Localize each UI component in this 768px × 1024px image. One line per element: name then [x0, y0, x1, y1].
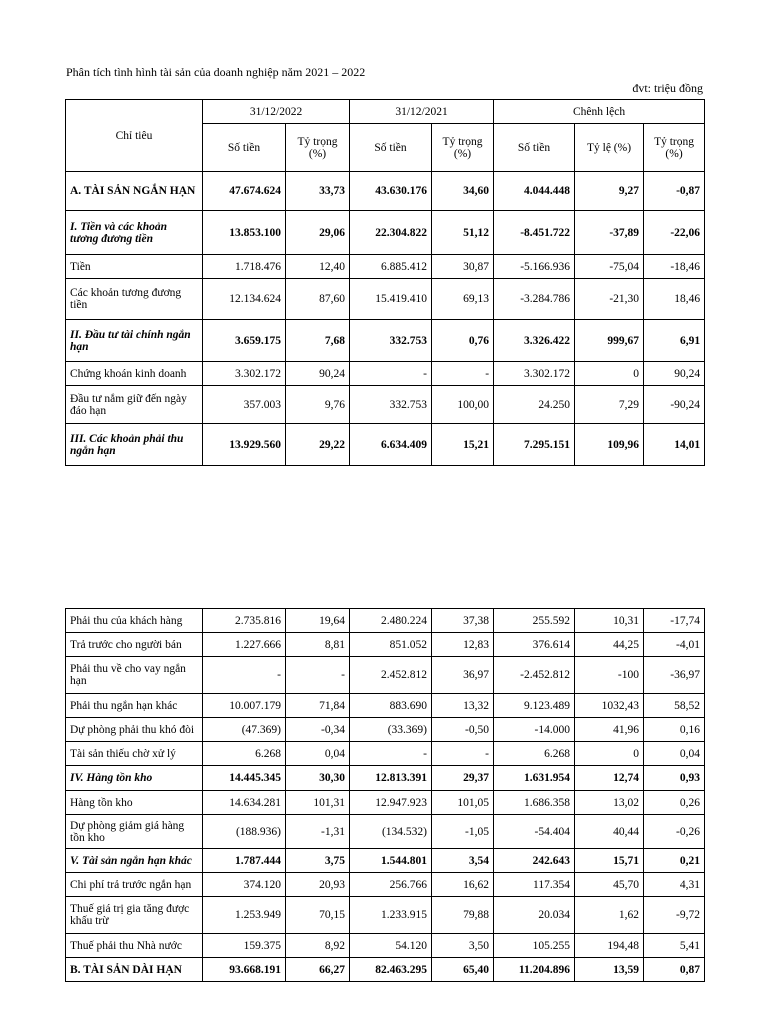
cell-value: 12.813.391 — [350, 766, 432, 791]
table-row — [66, 255, 705, 279]
table-row — [66, 279, 705, 320]
table-row — [66, 742, 705, 766]
row-label: A. TÀI SẢN NGẮN HẠN — [66, 172, 203, 211]
cell-value: 8,81 — [286, 633, 350, 657]
table-row — [66, 694, 705, 718]
header-2022: 31/12/2022 — [203, 100, 350, 124]
cell-value: 1.253.949 — [203, 897, 286, 934]
cell-value: 11.204.896 — [494, 958, 575, 982]
row-label: Chi phí trả trước ngắn hạn — [66, 873, 203, 897]
table-row — [66, 958, 705, 982]
cell-value: 357.003 — [203, 386, 286, 424]
cell-value: - — [350, 742, 432, 766]
cell-value: 9,76 — [286, 386, 350, 424]
cell-value: 54.120 — [350, 934, 432, 958]
cell-value: (188.936) — [203, 815, 286, 849]
table-row — [66, 897, 705, 934]
cell-value: 3.326.422 — [494, 320, 575, 362]
cell-value: -18,46 — [644, 255, 705, 279]
cell-value: 19,64 — [286, 609, 350, 633]
cell-value: 66,27 — [286, 958, 350, 982]
cell-value: -9,72 — [644, 897, 705, 934]
cell-value: 29,06 — [286, 211, 350, 255]
cell-value: 33,73 — [286, 172, 350, 211]
cell-value: (33.369) — [350, 718, 432, 742]
cell-value: 0 — [575, 362, 644, 386]
cell-value: 47.674.624 — [203, 172, 286, 211]
cell-value: 0,93 — [644, 766, 705, 791]
cell-value: 1,62 — [575, 897, 644, 934]
cell-value: 29,37 — [432, 766, 494, 791]
cell-value: 87,60 — [286, 279, 350, 320]
cell-value: 1.544.801 — [350, 849, 432, 873]
cell-value: 0 — [575, 742, 644, 766]
row-label: Thuế phải thu Nhà nước — [66, 934, 203, 958]
cell-value: 6.885.412 — [350, 255, 432, 279]
cell-value: 6.268 — [494, 742, 575, 766]
cell-value: 4.044.448 — [494, 172, 575, 211]
row-label: III. Các khoản phải thu ngắn hạn — [66, 424, 203, 466]
cell-value: 18,46 — [644, 279, 705, 320]
table-row — [66, 320, 705, 362]
cell-value: 0,04 — [644, 742, 705, 766]
table-row — [66, 766, 705, 791]
cell-value: 10.007.179 — [203, 694, 286, 718]
cell-value: -0,87 — [644, 172, 705, 211]
cell-value: -1,31 — [286, 815, 350, 849]
cell-value: -3.284.786 — [494, 279, 575, 320]
cell-value: 40,44 — [575, 815, 644, 849]
cell-value: 1.233.915 — [350, 897, 432, 934]
header-chenh-lech: Chênh lệch — [494, 100, 705, 124]
cell-value: -54.404 — [494, 815, 575, 849]
page-title: Phân tích tình hình tài sản của doanh nghiệp năm 2021 – 2022 — [66, 65, 366, 79]
table-row — [66, 791, 705, 815]
cell-value: 3.659.175 — [203, 320, 286, 362]
cell-value: -0,26 — [644, 815, 705, 849]
cell-value: 374.120 — [203, 873, 286, 897]
cell-value: 0,04 — [286, 742, 350, 766]
cell-value: 0,16 — [644, 718, 705, 742]
cell-value: 10,31 — [575, 609, 644, 633]
cell-value: 20,93 — [286, 873, 350, 897]
table-row — [66, 424, 705, 466]
cell-value: 13.929.560 — [203, 424, 286, 466]
header-ty-le: Tỷ lệ (%) — [575, 124, 644, 172]
header-ty-trong: Tỷ trọng (%) — [286, 124, 350, 172]
row-label: B. TÀI SẢN DÀI HẠN — [66, 958, 203, 982]
cell-value: 0,21 — [644, 849, 705, 873]
cell-value: -8.451.722 — [494, 211, 575, 255]
cell-value: 883.690 — [350, 694, 432, 718]
cell-value: 29,22 — [286, 424, 350, 466]
table-row — [66, 934, 705, 958]
cell-value: (47.369) — [203, 718, 286, 742]
row-label: II. Đầu tư tài chính ngắn hạn — [66, 320, 203, 362]
header-so-tien: Số tiền — [494, 124, 575, 172]
cell-value: 4,31 — [644, 873, 705, 897]
cell-value: 7,68 — [286, 320, 350, 362]
header-ty-trong: Tỷ trọng (%) — [644, 124, 705, 172]
cell-value: 1032,43 — [575, 694, 644, 718]
cell-value: 100,00 — [432, 386, 494, 424]
cell-value: 14.445.345 — [203, 766, 286, 791]
table-row — [66, 718, 705, 742]
row-label: Các khoản tương đương tiền — [66, 279, 203, 320]
cell-value: 37,38 — [432, 609, 494, 633]
cell-value: 332.753 — [350, 320, 432, 362]
cell-value: 0,76 — [432, 320, 494, 362]
cell-value: -75,04 — [575, 255, 644, 279]
cell-value: 30,30 — [286, 766, 350, 791]
cell-value: 15,21 — [432, 424, 494, 466]
table-row — [66, 362, 705, 386]
cell-value: 6.634.409 — [350, 424, 432, 466]
cell-value: 13.853.100 — [203, 211, 286, 255]
cell-value: 101,05 — [432, 791, 494, 815]
cell-value: 13,32 — [432, 694, 494, 718]
cell-value: 105.255 — [494, 934, 575, 958]
table-row — [66, 849, 705, 873]
cell-value: 0,87 — [644, 958, 705, 982]
table-row — [66, 609, 705, 633]
header-2021: 31/12/2021 — [350, 100, 494, 124]
cell-value: 13,02 — [575, 791, 644, 815]
cell-value: 44,25 — [575, 633, 644, 657]
cell-value: 14.634.281 — [203, 791, 286, 815]
cell-value: 3,75 — [286, 849, 350, 873]
row-label: Tài sản thiếu chờ xử lý — [66, 742, 203, 766]
row-label: Phải thu về cho vay ngắn hạn — [66, 657, 203, 694]
cell-value: 16,62 — [432, 873, 494, 897]
cell-value: 13,59 — [575, 958, 644, 982]
cell-value: 101,31 — [286, 791, 350, 815]
cell-value: 7,29 — [575, 386, 644, 424]
cell-value: -36,97 — [644, 657, 705, 694]
cell-value: 194,48 — [575, 934, 644, 958]
cell-value: -21,30 — [575, 279, 644, 320]
cell-value: 7.295.151 — [494, 424, 575, 466]
cell-value: 14,01 — [644, 424, 705, 466]
cell-value: -22,06 — [644, 211, 705, 255]
row-label: Trả trước cho người bán — [66, 633, 203, 657]
cell-value: 58,52 — [644, 694, 705, 718]
row-label: Hàng tồn kho — [66, 791, 203, 815]
cell-value: -14.000 — [494, 718, 575, 742]
row-label: Dự phòng phải thu khó đòi — [66, 718, 203, 742]
cell-value: 1.686.358 — [494, 791, 575, 815]
header-so-tien: Số tiền — [203, 124, 286, 172]
cell-value: 15,71 — [575, 849, 644, 873]
cell-value: 22.304.822 — [350, 211, 432, 255]
cell-value: -4,01 — [644, 633, 705, 657]
cell-value: 34,60 — [432, 172, 494, 211]
header-chi-tieu: Chỉ tiêu — [66, 100, 203, 172]
row-label: V. Tài sản ngắn hạn khác — [66, 849, 203, 873]
asset-table-part-1 — [65, 99, 705, 466]
cell-value: 93.668.191 — [203, 958, 286, 982]
cell-value: (134.532) — [350, 815, 432, 849]
cell-value: -0,34 — [286, 718, 350, 742]
cell-value: 2.452.812 — [350, 657, 432, 694]
asset-table-part-2 — [65, 608, 705, 982]
cell-value: 15.419.410 — [350, 279, 432, 320]
cell-value: 82.463.295 — [350, 958, 432, 982]
cell-value: 332.753 — [350, 386, 432, 424]
row-label: Dự phòng giảm giá hàng tồn kho — [66, 815, 203, 849]
table-row — [66, 386, 705, 424]
cell-value: -5.166.936 — [494, 255, 575, 279]
cell-value: 65,40 — [432, 958, 494, 982]
cell-value: - — [286, 657, 350, 694]
row-label: Phải thu của khách hàng — [66, 609, 203, 633]
cell-value: 256.766 — [350, 873, 432, 897]
cell-value: 41,96 — [575, 718, 644, 742]
cell-value: 117.354 — [494, 873, 575, 897]
cell-value: 999,67 — [575, 320, 644, 362]
row-label: Chứng khoán kinh doanh — [66, 362, 203, 386]
cell-value: 1.227.666 — [203, 633, 286, 657]
table-row — [66, 172, 705, 211]
cell-value: 109,96 — [575, 424, 644, 466]
cell-value: 242.643 — [494, 849, 575, 873]
row-label: Thuế giá trị gia tăng được khấu trừ — [66, 897, 203, 934]
row-label: Tiền — [66, 255, 203, 279]
cell-value: 20.034 — [494, 897, 575, 934]
cell-value: 45,70 — [575, 873, 644, 897]
cell-value: - — [350, 362, 432, 386]
row-label: Đầu tư nắm giữ đến ngày đáo hạn — [66, 386, 203, 424]
cell-value: 851.052 — [350, 633, 432, 657]
header-so-tien: Số tiền — [350, 124, 432, 172]
cell-value: -37,89 — [575, 211, 644, 255]
cell-value: 12.947.923 — [350, 791, 432, 815]
cell-value: 3,54 — [432, 849, 494, 873]
cell-value: -100 — [575, 657, 644, 694]
cell-value: 43.630.176 — [350, 172, 432, 211]
header-ty-trong: Tỷ trọng (%) — [432, 124, 494, 172]
cell-value: 69,13 — [432, 279, 494, 320]
cell-value: 12,40 — [286, 255, 350, 279]
cell-value: - — [203, 657, 286, 694]
cell-value: -90,24 — [644, 386, 705, 424]
cell-value: 376.614 — [494, 633, 575, 657]
table-row — [66, 873, 705, 897]
cell-value: -17,74 — [644, 609, 705, 633]
cell-value: 2.480.224 — [350, 609, 432, 633]
cell-value: -0,50 — [432, 718, 494, 742]
cell-value: 79,88 — [432, 897, 494, 934]
cell-value: 159.375 — [203, 934, 286, 958]
cell-value: 3,50 — [432, 934, 494, 958]
cell-value: 6.268 — [203, 742, 286, 766]
cell-value: 9,27 — [575, 172, 644, 211]
cell-value: 30,87 — [432, 255, 494, 279]
cell-value: -1,05 — [432, 815, 494, 849]
cell-value: 3.302.172 — [494, 362, 575, 386]
cell-value: 6,91 — [644, 320, 705, 362]
table-row — [66, 815, 705, 849]
cell-value: 51,12 — [432, 211, 494, 255]
cell-value: -2.452.812 — [494, 657, 575, 694]
cell-value: 3.302.172 — [203, 362, 286, 386]
table-row — [66, 657, 705, 694]
unit-label: đvt: triệu đồng — [632, 81, 703, 95]
cell-value: 70,15 — [286, 897, 350, 934]
cell-value: 71,84 — [286, 694, 350, 718]
cell-value: 255.592 — [494, 609, 575, 633]
cell-value: 1.787.444 — [203, 849, 286, 873]
cell-value: 5,41 — [644, 934, 705, 958]
row-label: Phải thu ngắn hạn khác — [66, 694, 203, 718]
cell-value: 8,92 — [286, 934, 350, 958]
cell-value: 1.631.954 — [494, 766, 575, 791]
cell-value: 0,26 — [644, 791, 705, 815]
cell-value: 9.123.489 — [494, 694, 575, 718]
cell-value: - — [432, 742, 494, 766]
row-label: IV. Hàng tồn kho — [66, 766, 203, 791]
cell-value: 12.134.624 — [203, 279, 286, 320]
cell-value: 12,83 — [432, 633, 494, 657]
cell-value: 90,24 — [286, 362, 350, 386]
table-row — [66, 633, 705, 657]
cell-value: 24.250 — [494, 386, 575, 424]
cell-value: 90,24 — [644, 362, 705, 386]
cell-value: 36,97 — [432, 657, 494, 694]
row-label: I. Tiền và các khoản tương đương tiền — [66, 211, 203, 255]
table-row — [66, 211, 705, 255]
cell-value: 2.735.816 — [203, 609, 286, 633]
cell-value: - — [432, 362, 494, 386]
cell-value: 12,74 — [575, 766, 644, 791]
cell-value: 1.718.476 — [203, 255, 286, 279]
